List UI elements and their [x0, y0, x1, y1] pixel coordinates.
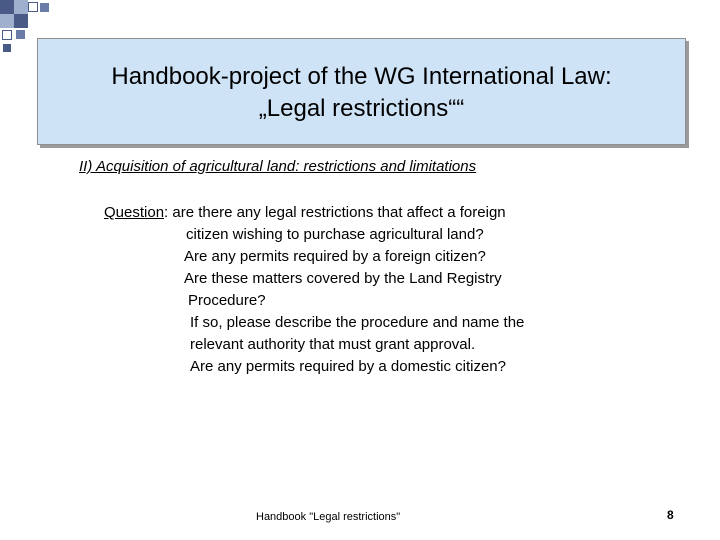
decoration-square	[14, 14, 28, 28]
slide-title-box	[37, 38, 686, 145]
slide-title-line2: „Legal restrictions““	[258, 95, 465, 122]
question-line: citizen wishing to purchase agricultural land?	[186, 226, 484, 243]
question-line: Are these matters covered by the Land Registry	[184, 270, 502, 287]
question-line: Are any permits required by a foreign citizen?	[184, 248, 486, 265]
question-text: : are there any legal restrictions that affect a foreign	[164, 204, 506, 221]
slide-title-line1: Handbook-project of the WG International Law:	[111, 63, 612, 90]
footer-text: Handbook "Legal restrictions"	[256, 511, 401, 523]
decoration-square	[2, 30, 12, 40]
question-line: Are any permits required by a domestic citizen?	[190, 358, 506, 375]
question-line: Procedure?	[188, 292, 266, 309]
question-label: Question	[104, 204, 165, 221]
decoration-square	[16, 30, 25, 39]
section-heading: II) Acquisition of agricultural land: restrictions and limitations	[79, 158, 477, 175]
question-line: If so, please describe the procedure and name the	[190, 314, 525, 331]
decoration-square	[0, 0, 14, 14]
page-number: 8	[667, 508, 674, 522]
decoration-square	[0, 14, 14, 28]
decoration-square	[14, 0, 28, 14]
decoration-square	[3, 44, 11, 52]
decoration-square	[28, 2, 38, 12]
decoration-square	[40, 3, 49, 12]
question-line: relevant authority that must grant approval.	[190, 336, 476, 353]
question-first-line	[104, 204, 506, 222]
